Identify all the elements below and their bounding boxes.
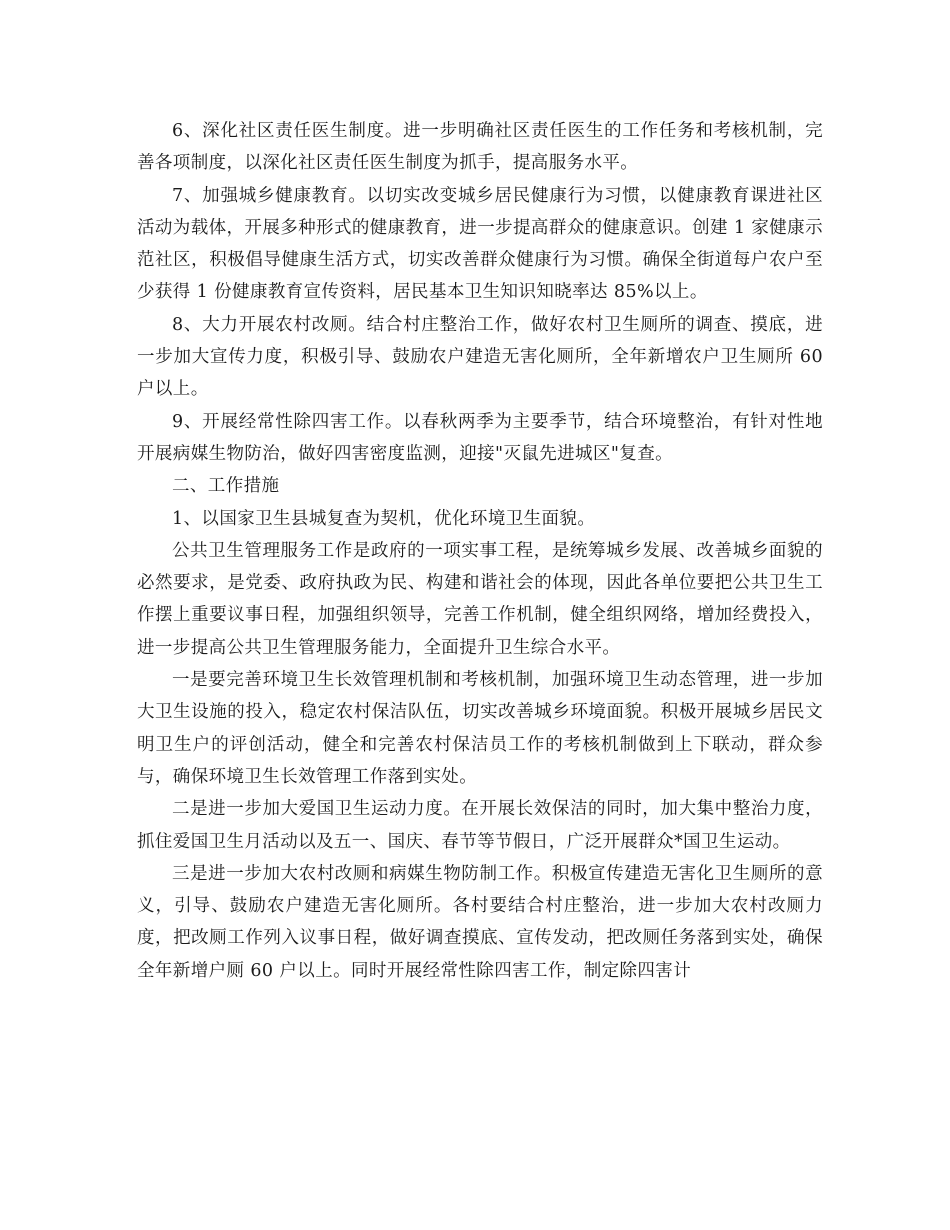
measure-1-heading: 1、以国家卫生县城复查为契机，优化环境卫生面貌。	[172, 508, 596, 529]
paragraph-6-community-doctor: 6、深化社区责任医生制度。进一步明确社区责任医生的工作任务和考核机制，完善各项制度，以深化社区责任医生制度为抓手，提高服务水平。	[137, 121, 823, 174]
document-page	[137, 115, 823, 987]
paragraph-9-pest-control: 9、开展经常性除四害工作。以春秋两季为主要季节，结合环境整治，有针对性地开展病媒生物防治，做好四害密度监测，迎接"灭鼠先进城区"复查。	[137, 411, 823, 464]
paragraph-7-health-education: 7、加强城乡健康教育。以切实改变城乡居民健康行为习惯，以健康教育课进社区活动为载体，开展多种形式的健康教育，进一步提高群众的健康意识。创建 1 家健康示范社区，积极倡导健康生活方式，切实改善群众健康行为习惯。确保全街道每户农户至少获得 1 份健康教育宣传资料，居民基本卫生知识知晓率达 85%以上。	[137, 185, 823, 303]
paragraph-first-environment: 一是要完善环境卫生长效管理机制和考核机制，加强环境卫生动态管理，进一步加大卫生设施的投入，稳定农村保洁队伍，切实改善城乡环境面貌。积极开展城乡居民文明卫生户的评创活动，健全和完善农村保洁员工作的考核机制做到上下联动，群众参与，确保环境卫生长效管理工作落到实处。	[137, 670, 823, 787]
paragraph-8-rural-toilets: 8、大力开展农村改厕。结合村庄整治工作，做好农村卫生厕所的调查、摸底，进一步加大宣传力度，积极引导、鼓励农户建造无害化厕所，全年新增农户卫生厕所 60 户以上。	[137, 314, 823, 400]
paragraph-third-toilet-vector: 三是进一步加大农村改厕和病媒生物防制工作。积极宣传建造无害化卫生厕所的意义，引导、鼓励农户建造无害化厕所。各村要结合村庄整治，进一步加大农村改厕力度，把改厕工作列入议事日程，做好调查摸底、宣传发动，把改厕任务落到实处，确保全年新增户厕 60 户以上。同时开展经常性除四害工作，制定除四害计	[137, 863, 823, 981]
paragraph-public-health-service: 公共卫生管理服务工作是政府的一项实事工程，是统筹城乡发展、改善城乡面貌的必然要求，是党委、政府执政为民、构建和谐社会的体现，因此各单位要把公共卫生工作摆上重要议事日程，加强组织领导，完善工作机制，健全组织网络，增加经费投入，进一步提高公共卫生管理服务能力，全面提升卫生综合水平。	[137, 540, 823, 658]
paragraph-second-patriotic-health: 二是进一步加大爱国卫生运动力度。在开展长效保洁的同时，加大集中整治力度，抓住爱国卫生月活动以及五一、国庆、春节等节假日，广泛开展群众*国卫生运动。	[137, 799, 823, 852]
section-heading-measures: 二、工作措施	[172, 476, 280, 497]
